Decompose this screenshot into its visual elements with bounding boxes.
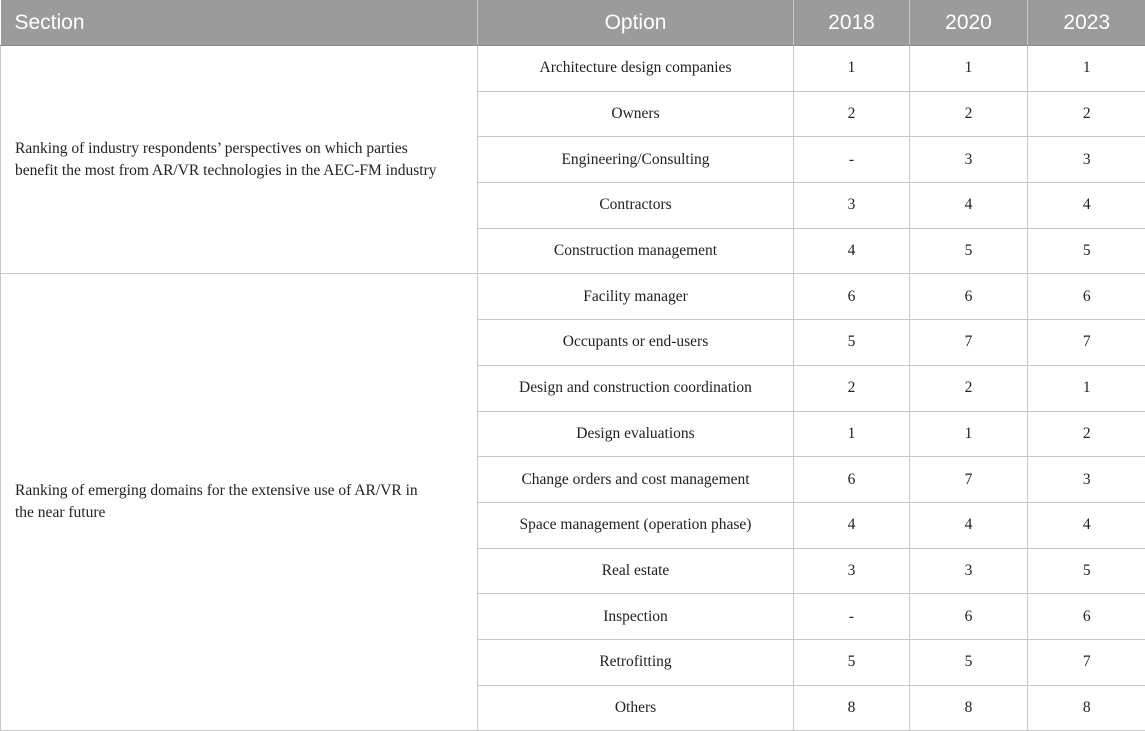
rank-2020-cell: 8 bbox=[910, 685, 1028, 731]
rank-2023-cell: 2 bbox=[1028, 91, 1145, 137]
rank-2023-cell: 8 bbox=[1028, 685, 1145, 731]
rank-2018-cell: - bbox=[794, 594, 910, 640]
rank-2020-cell: 3 bbox=[910, 137, 1028, 183]
rank-2023-cell: 4 bbox=[1028, 502, 1145, 548]
option-cell: Contractors bbox=[478, 183, 794, 229]
option-cell: Retrofitting bbox=[478, 639, 794, 685]
rank-2018-cell: 4 bbox=[794, 502, 910, 548]
header-option: Option bbox=[478, 0, 794, 46]
rank-2018-cell: 2 bbox=[794, 91, 910, 137]
rank-2018-cell: 1 bbox=[794, 46, 910, 92]
rank-2018-cell: 3 bbox=[794, 548, 910, 594]
option-cell: Architecture design companies bbox=[478, 46, 794, 92]
rank-2018-cell: 6 bbox=[794, 457, 910, 503]
rank-2023-cell: 7 bbox=[1028, 320, 1145, 366]
header-2020: 2020 bbox=[910, 0, 1028, 46]
rank-2020-cell: 7 bbox=[910, 457, 1028, 503]
header-section: Section bbox=[1, 0, 478, 46]
rank-2023-cell: 1 bbox=[1028, 365, 1145, 411]
rank-2020-cell: 5 bbox=[910, 639, 1028, 685]
rank-2023-cell: 4 bbox=[1028, 183, 1145, 229]
rank-2023-cell: 3 bbox=[1028, 457, 1145, 503]
option-cell: Design and construction coordination bbox=[478, 365, 794, 411]
table-header-row bbox=[1, 0, 1145, 46]
rank-2020-cell: 6 bbox=[910, 274, 1028, 320]
rank-2018-cell: 3 bbox=[794, 183, 910, 229]
table-body bbox=[1, 46, 1145, 731]
rank-2020-cell: 4 bbox=[910, 502, 1028, 548]
option-cell: Change orders and cost management bbox=[478, 457, 794, 503]
section-label-1: Ranking of industry respondents’ perspectives on which parties benefit the most from AR/VR technologies in the AEC-FM industry bbox=[1, 46, 478, 274]
option-cell: Inspection bbox=[478, 594, 794, 640]
rank-2020-cell: 6 bbox=[910, 594, 1028, 640]
rank-2018-cell: 5 bbox=[794, 639, 910, 685]
option-cell: Engineering/Consulting bbox=[478, 137, 794, 183]
rank-2023-cell: 1 bbox=[1028, 46, 1145, 92]
rank-2018-cell: 8 bbox=[794, 685, 910, 731]
rank-2018-cell: - bbox=[794, 137, 910, 183]
table-row bbox=[1, 274, 1145, 320]
rank-2020-cell: 5 bbox=[910, 228, 1028, 274]
table-row bbox=[1, 46, 1145, 92]
option-cell: Space management (operation phase) bbox=[478, 502, 794, 548]
option-cell: Owners bbox=[478, 91, 794, 137]
rank-2018-cell: 5 bbox=[794, 320, 910, 366]
rank-2020-cell: 2 bbox=[910, 365, 1028, 411]
rank-2018-cell: 4 bbox=[794, 228, 910, 274]
rank-2020-cell: 4 bbox=[910, 183, 1028, 229]
option-cell: Design evaluations bbox=[478, 411, 794, 457]
rank-2018-cell: 1 bbox=[794, 411, 910, 457]
rank-2023-cell: 6 bbox=[1028, 594, 1145, 640]
rank-2023-cell: 5 bbox=[1028, 228, 1145, 274]
rank-2023-cell: 3 bbox=[1028, 137, 1145, 183]
rank-2023-cell: 6 bbox=[1028, 274, 1145, 320]
rank-2023-cell: 5 bbox=[1028, 548, 1145, 594]
option-cell: Others bbox=[478, 685, 794, 731]
rank-2020-cell: 3 bbox=[910, 548, 1028, 594]
header-2023: 2023 bbox=[1028, 0, 1145, 46]
rank-2020-cell: 2 bbox=[910, 91, 1028, 137]
rank-2018-cell: 2 bbox=[794, 365, 910, 411]
option-cell: Facility manager bbox=[478, 274, 794, 320]
option-cell: Construction management bbox=[478, 228, 794, 274]
rank-2020-cell: 7 bbox=[910, 320, 1028, 366]
rank-2020-cell: 1 bbox=[910, 411, 1028, 457]
rank-2018-cell: 6 bbox=[794, 274, 910, 320]
option-cell: Real estate bbox=[478, 548, 794, 594]
rank-2023-cell: 2 bbox=[1028, 411, 1145, 457]
section-label-2: Ranking of emerging domains for the extensive use of AR/VR in the near future bbox=[1, 274, 478, 731]
option-cell: Occupants or end-users bbox=[478, 320, 794, 366]
rank-2023-cell: 7 bbox=[1028, 639, 1145, 685]
rank-2020-cell: 1 bbox=[910, 46, 1028, 92]
header-2018: 2018 bbox=[794, 0, 910, 46]
